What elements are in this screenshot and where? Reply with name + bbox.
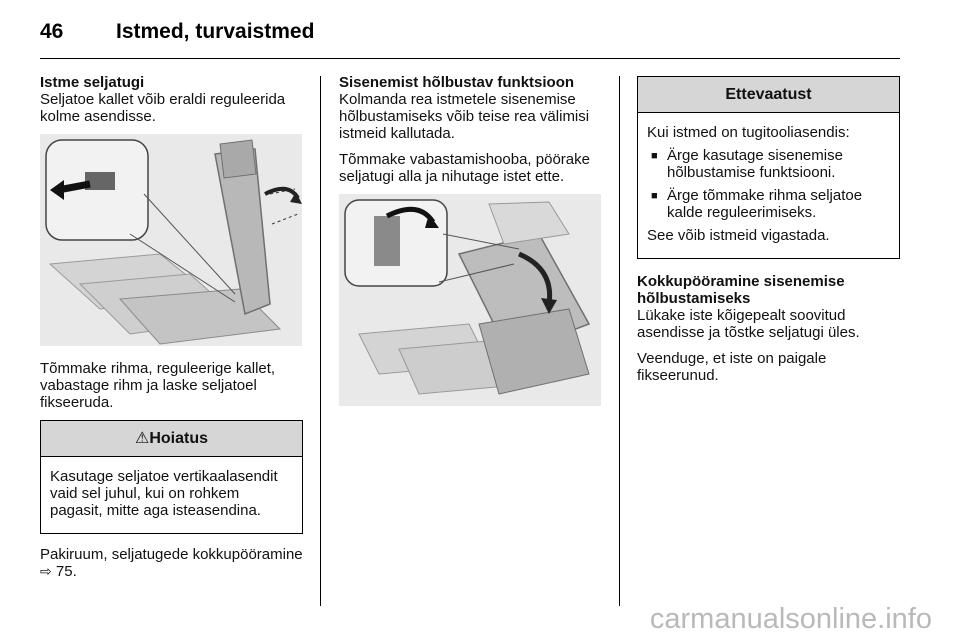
column-divider-2 [619, 76, 620, 606]
caution-bullet-text: Ärge tõmmake rihma seljatoe kalde reguleerimiseks. [667, 187, 863, 221]
reference-page: 75. [55, 563, 77, 580]
section-heading-backrest: Istme seljatugi [40, 74, 145, 91]
warning-body [41, 457, 302, 533]
caution-header: Ettevaatust [638, 77, 899, 113]
reference-text: Pakiruum, seljatugede kokkupööramine [40, 546, 303, 563]
backrest-illustration [40, 134, 302, 346]
warning-header [41, 421, 302, 457]
column-1 [40, 74, 305, 589]
bullet-square-icon: ■ [651, 150, 658, 162]
page-ref-arrow-icon: ⇨ [40, 563, 52, 579]
caution-intro: Kui istmed on tugitooliasendis: [647, 124, 850, 141]
section-heading-folding: Kokkupööramine sisenemise hõlbustamiseks [637, 273, 845, 307]
page-number: 46 [40, 20, 64, 43]
page-title: Istmed, turvaistmed [116, 20, 315, 43]
caution-body [638, 113, 899, 258]
column-2 [339, 74, 607, 406]
watermark: carmanualsonline.info [649, 603, 932, 635]
caution-bullet [647, 147, 890, 181]
backrest-intro: Seljatoe kallet võib eraldi reguleerida kolme asendisse. [40, 91, 286, 125]
caution-bullet-text: Ärge kasutage sisenemise hõlbustamise funktsiooni. [667, 147, 843, 181]
figure-easy-entry [339, 194, 601, 406]
warning-box [40, 420, 303, 534]
easy-entry-text-1: Kolmanda rea istmetele sisenemise hõlbustamiseks võib teise rea välimisi istmeid kallutada. [339, 91, 590, 142]
caution-outro: See võib istmeid vigastada. [647, 227, 830, 244]
backrest-instruction: Tõmmake rihma, reguleerige kallet, vabastage rihm ja laske seljatoel fikseeruda. [40, 360, 276, 411]
section-heading-easy-entry: Sisenemist hõlbustav funktsioon [339, 74, 575, 91]
header-rule [40, 58, 900, 59]
warning-triangle-icon: ⚠ [134, 430, 150, 447]
easy-entry-illustration [339, 194, 601, 406]
warning-text: Kasutage seljatoe vertikaalasendit vaid sel juhul, kui on rohkem pagasit, mitte aga isteasendina. [50, 468, 278, 519]
column-3 [637, 74, 901, 393]
folding-text-1: Lükake iste kõigepealt soovitud asendisse ja tõstke seljatugi üles. [637, 307, 860, 341]
easy-entry-text-2: Tõmmake vabastamishooba, pöörake seljatugi alla ja nihutage istet ette. [339, 151, 590, 185]
figure-backrest-adjust [40, 134, 302, 346]
cargo-reference [40, 546, 305, 580]
caution-bullet [647, 187, 890, 221]
warning-title: Hoiatus [149, 430, 208, 447]
column-divider-1 [320, 76, 321, 606]
caution-box [637, 76, 900, 259]
bullet-square-icon: ■ [651, 190, 658, 202]
folding-text-2: Veenduge, et iste on paigale fikseerunud. [637, 350, 827, 384]
